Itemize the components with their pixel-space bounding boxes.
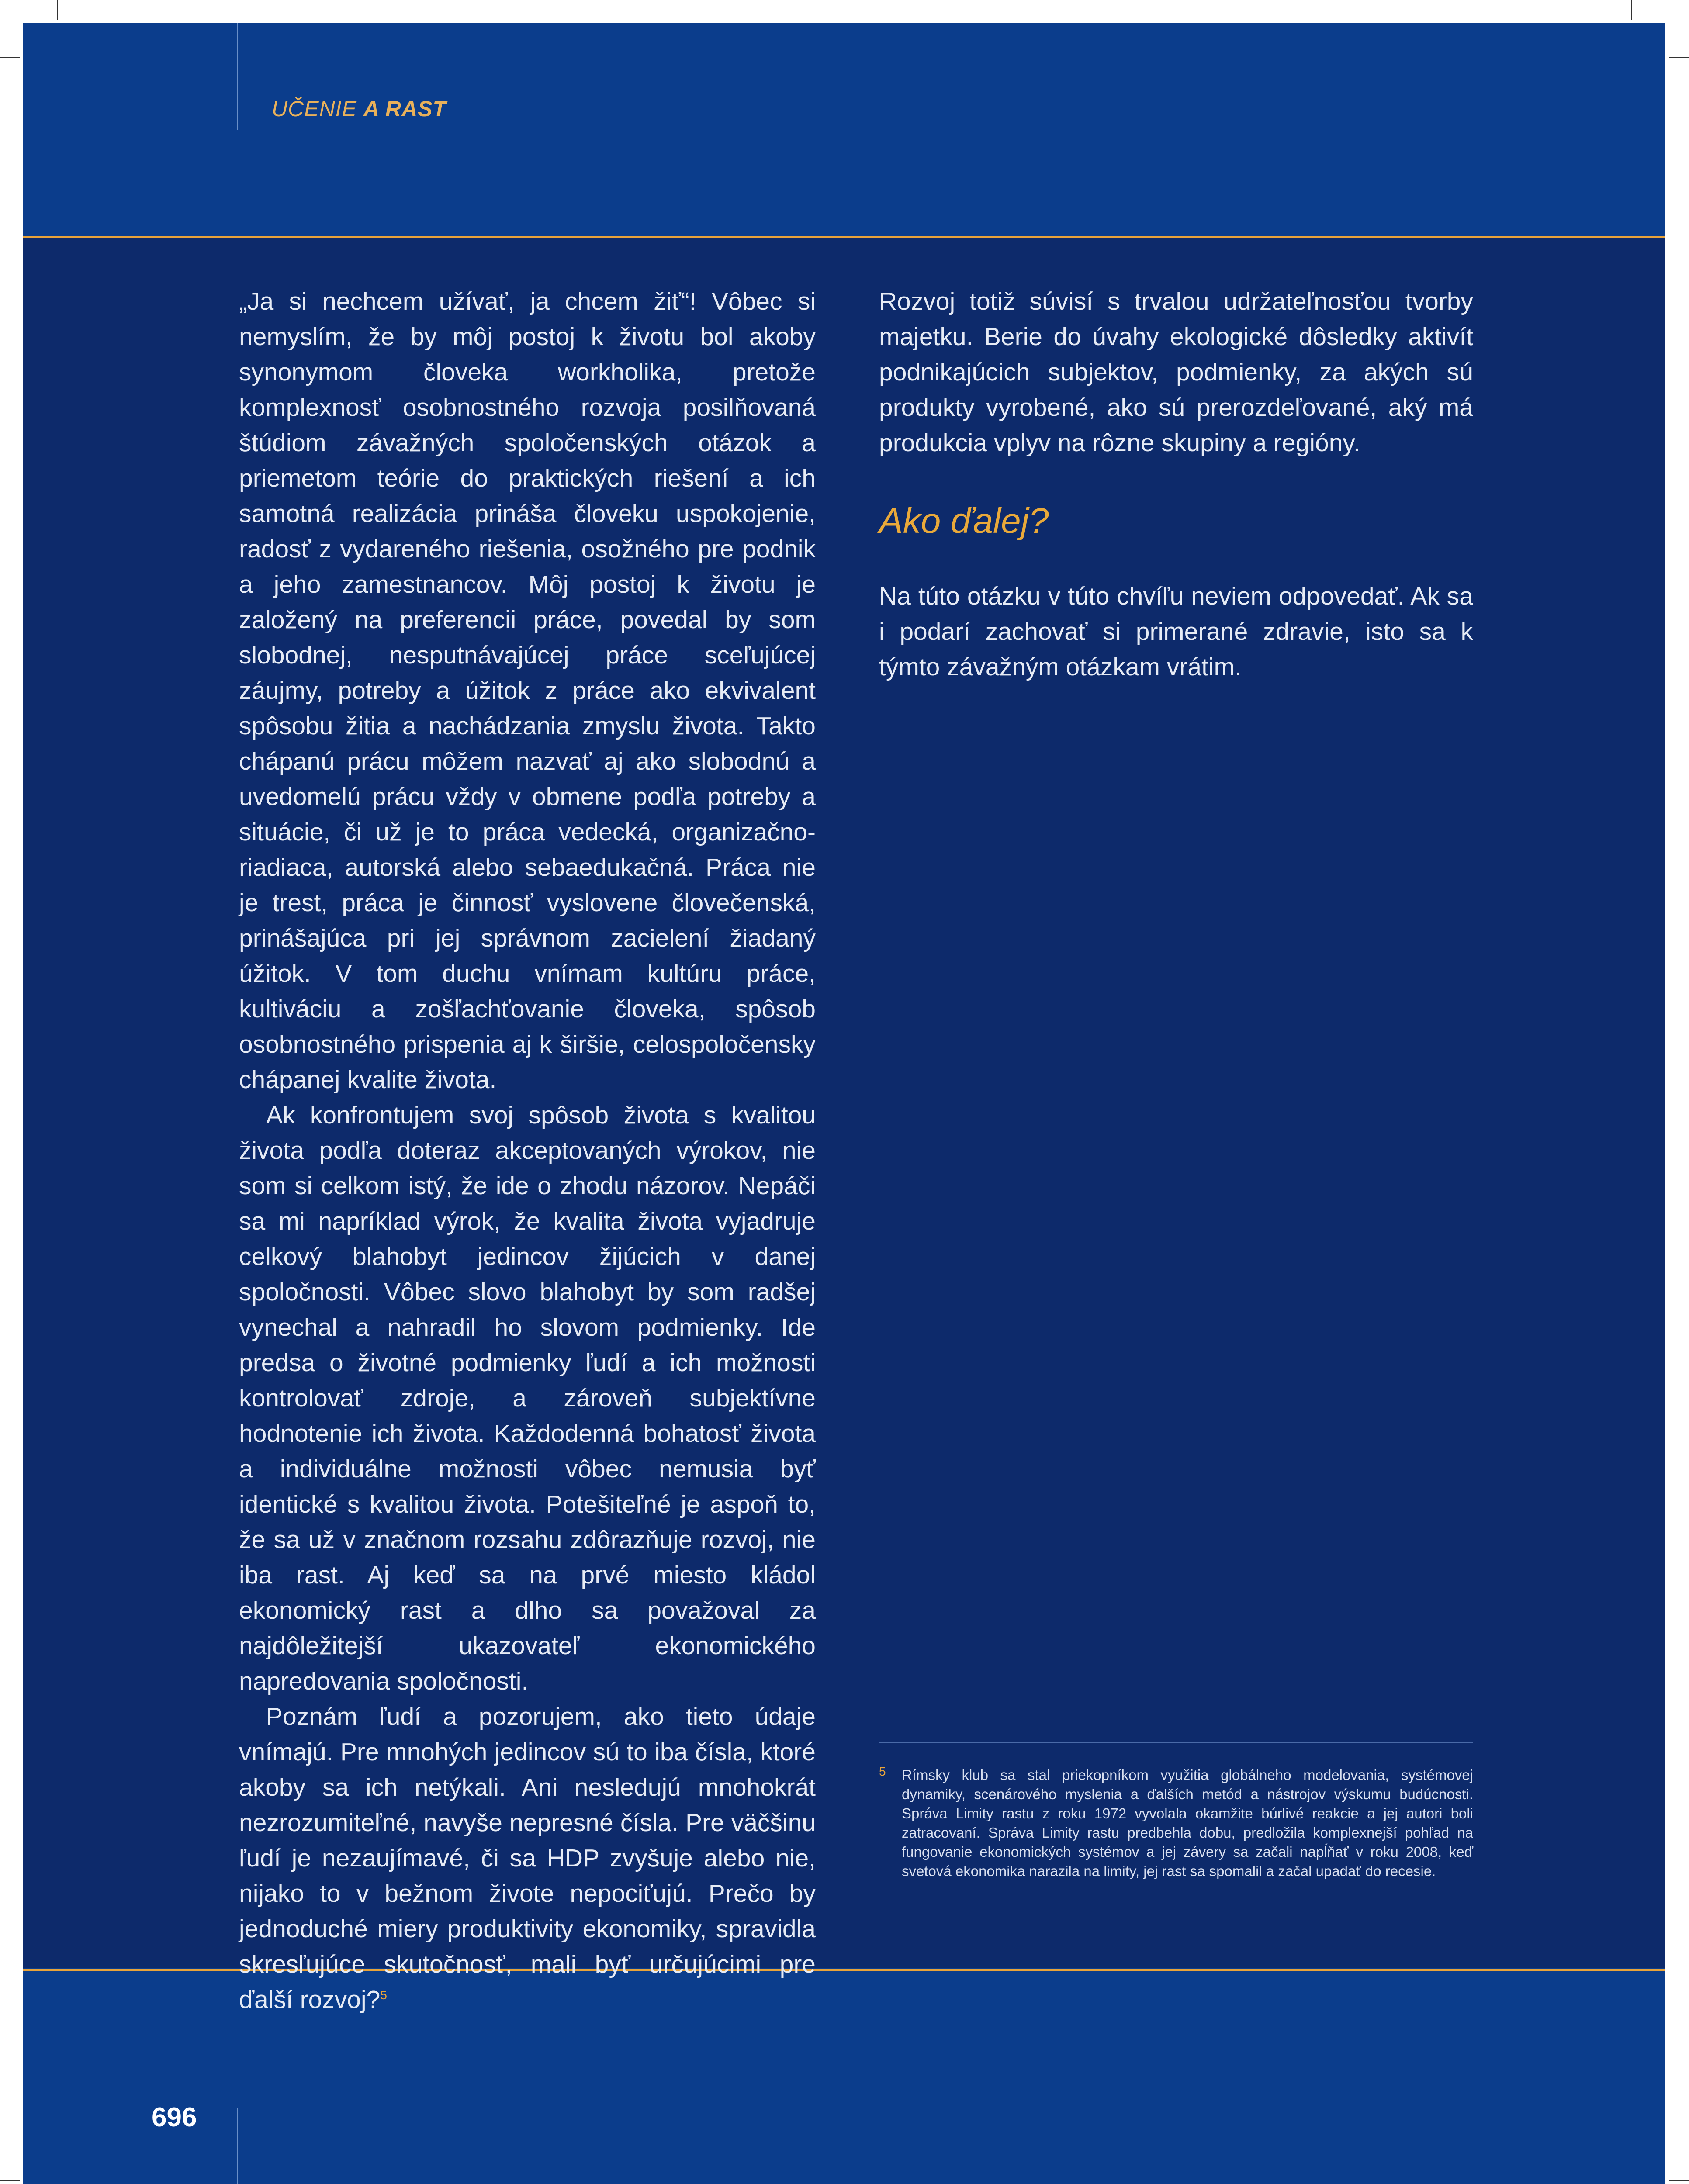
footer-divider xyxy=(237,2108,238,2184)
right-column xyxy=(879,284,1473,685)
body-paragraph xyxy=(239,1699,816,2018)
footnote-mark: 5 xyxy=(879,1765,886,1778)
running-head-prefix: UČENIE xyxy=(272,97,357,121)
crop-mark xyxy=(57,0,58,20)
crop-mark xyxy=(0,2180,20,2181)
body-paragraph: „Ja si nechcem užívať, ja chcem žiť“! Vôbec si nemyslím, že by môj postoj k životu bol akoby synonymom človeka workholika, pretože komplexnosť osobnostného rozvoja posilňovaná štúdiom závažných spoločenských otázok a priemetom teórie do praktických riešení a ich samotná realizácia prináša človeku uspokojenie, radosť z vydareného riešenia, osožného pre podnik a jeho zamestnancov. Môj postoj k životu je založený na preferencii práce, povedal by som slobodnej, nesputnávajúcej práce sceľujúcej záujmy, potreby a úžitok z práce ako ekvivalent spôsobu žitia a nachádzania zmyslu života. Takto chápanú prácu môžem nazvať aj ako slobodnú a uvedomelú prácu vždy v obmene podľa potreby a situácie, či už je to práca vedecká, organizačno-riadiaca, autorská alebo sebaedukačná. Práca nie je trest, práca je činnosť vyslovene človečenská, prinášajúca pri jej správnom zacielení žiadaný úžitok. V tom duchu vnímam kultúru práce, kultiváciu a zošľachťovanie človeka, spôsob osobnostného prispenia aj k širšie, celospoločensky chápanej kvalite života. xyxy=(239,287,816,1094)
body-paragraph: Rozvoj totiž súvisí s trvalou udržateľnosťou tvorby majetku. Berie do úvahy ekologické dôsledky aktivít podnikajúcich subjektov, podmienky, za akých sú produkty vyrobené, ako sú prerozdeľované, aký má produkcia vplyv na rôzne skupiny a regióny. xyxy=(879,287,1473,457)
crop-mark xyxy=(0,57,20,58)
crop-mark xyxy=(1669,2180,1689,2181)
running-head xyxy=(272,96,446,121)
page-number: 696 xyxy=(152,2102,197,2132)
running-head-emphasis: A RAST xyxy=(363,97,447,121)
footnote-reference[interactable]: 5 xyxy=(380,1988,387,2002)
footnote-divider xyxy=(879,1742,1473,1743)
footnote-text: Rímsky klub sa stal priekopníkom využitia globálneho modelovania, systémovej dynamiky, scenárového myslenia a ďalších metód a nástrojov výskumu budúcnosti. Správa Limity rastu z roku 1972 vyvolala okamžite búrlivé reakcie a jej autori boli zatracovaní. Správa Limity rastu predbehla dobu, predložila komplexnejší pohľad na fungovanie ekonomických systémov a jej závery sa začali napĺňať v roku 2008, keď svetová ekonomika narazila na limity, jej rast sa spomalil a začal upadať do recesie. xyxy=(902,1767,1473,1879)
section-heading: Ako ďalej? xyxy=(879,501,1049,541)
crop-mark xyxy=(1631,0,1632,20)
footnote xyxy=(879,1766,1473,1881)
left-column xyxy=(239,284,816,2018)
body-paragraph-text: Poznám ľudí a pozorujem, ako tieto údaje vnímajú. Pre mnohých jedincov sú to iba čísla, ktoré akoby sa ich netýkali. Ani nesledujú mnohokrát nezrozumiteľné, navyše nepresné čísla. Pre väčšinu ľudí je nezaujímavé, či sa HDP zvyšuje alebo nie, nijako to v bežnom živote nepociťujú. Prečo by jednoduché miery produktivity ekonomiky, spravidla skresľujúce skutočnosť, mali byť určujúcimi pre ďalší rozvoj? xyxy=(239,1703,816,2014)
body-paragraph: Na túto otázku v túto chvíľu neviem odpovedať. Ak sa i podarí zachovať si primerané zdravie, isto sa k týmto závažným otázkam vrátim. xyxy=(879,582,1473,681)
header-band xyxy=(23,23,1665,237)
crop-mark xyxy=(1669,57,1689,58)
header-divider xyxy=(237,23,238,130)
body-paragraph: Ak konfrontujem svoj spôsob života s kvalitou života podľa doteraz akceptovaných výrokov, nie som si celkom istý, že ide o zhodu názorov. Nepáči sa mi napríklad výrok, že kvalita života vyjadruje celkový blahobyt jedincov žijúcich v danej spoločnosti. Vôbec slovo blahobyt by som radšej vynechal a nahradil ho slovom podmienky. Ide predsa o životné podmienky ľudí a ich možnosti kontrolovať zdroje, a zároveň subjektívne hodnotenie ich života. Každodenná bohatosť života a individuálne možnosti vôbec nemusia byť identické s kvalitou života. Potešiteľné je aspoň to, že sa už v značnom rozsahu zdôrazňuje rozvoj, nie iba rast. Aj keď sa na prvé miesto kládol ekonomický rast a dlho sa považoval za najdôležitejší ukazovateľ ekonomického napredovania spoločnosti. xyxy=(239,1101,816,1695)
